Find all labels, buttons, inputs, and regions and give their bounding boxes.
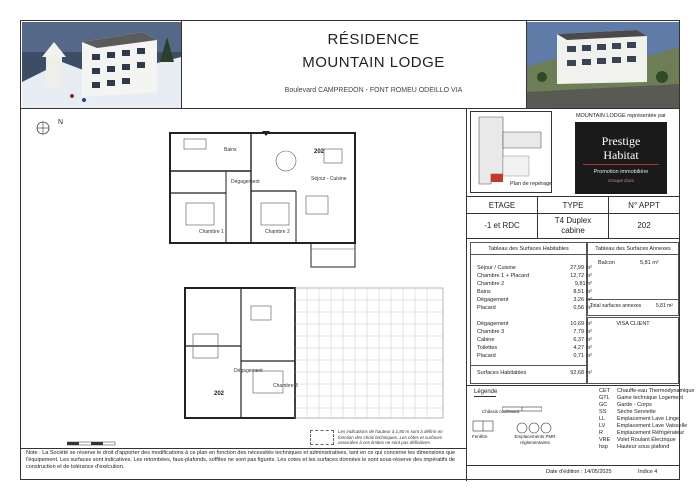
surface-row: Séjour / Cuisine 27,99 m² <box>477 265 592 271</box>
edition-date <box>546 469 612 475</box>
repere-label: Plan de repérage <box>510 181 553 187</box>
right-panel-divider <box>466 108 467 481</box>
address-line: Boulevard CAMPREDON - FONT ROMEU ODEILLO VIA <box>284 87 463 94</box>
appt-value: 202 <box>637 221 651 230</box>
room-label-degagement-upper: Dégagement <box>231 179 260 185</box>
building-photo-right <box>527 22 679 108</box>
visa-client-label: VISA CLIENT <box>616 321 650 327</box>
surface-row: Bains 8,51 m² <box>477 289 592 295</box>
surface-row: Dégagement 10,69 m² <box>477 321 592 327</box>
annexes-total-label: Total surfaces annexes <box>590 303 642 309</box>
sliding-window-icon <box>502 399 542 417</box>
balcon-value: 5,81 m² <box>640 260 659 266</box>
surfaces-title: Tableau des Surfaces Habitables <box>488 246 569 252</box>
legend-code-row: R Emplacement Réfrigérateur <box>599 430 685 436</box>
room-label-chambre3: Chambre 3 <box>273 383 298 389</box>
legend-pmr: Emplacements PMR réglementaires <box>514 434 556 445</box>
unit-label-lower: 202 <box>214 391 225 397</box>
annexes-total-value: 5,81 m² <box>656 303 673 309</box>
col-header-type: TYPE <box>562 201 584 210</box>
agency-logo <box>575 122 667 194</box>
room-label-sejour: Séjour - Cuisine <box>311 176 347 182</box>
legend-code-row: LL Emplacement Lave Linge <box>599 416 680 422</box>
compass-icon <box>35 119 57 142</box>
floor-plan-upper <box>166 131 366 286</box>
residence-title: RÉSIDENCE <box>327 31 420 48</box>
legend-code-row: hsp Hauteur sous plafond <box>599 444 670 450</box>
agency-name-line2: Habitat <box>603 148 639 162</box>
surface-row: Chambre 1 + Placard 12,72 m² <box>477 273 592 279</box>
col-header-appt: N° APPT <box>628 201 660 210</box>
room-label-bains: Bains <box>224 147 237 153</box>
plan-sheet <box>20 20 695 480</box>
building-photo-left <box>22 22 181 108</box>
legend-code-row: GTL Gaine technique Logement <box>599 395 684 401</box>
legend-title: Légende <box>474 389 498 395</box>
legend-code-row: LV Emplacement Lave Vaisselle <box>599 423 688 429</box>
residence-name: MOUNTAIN LODGE <box>302 54 445 71</box>
header-divider <box>21 108 679 109</box>
north-label: N <box>58 119 64 126</box>
header-left-divider <box>181 21 182 108</box>
col-header-etage: ETAGE <box>488 201 516 210</box>
room-label-degagement-lower: Dégagement <box>234 368 263 374</box>
visa-client-box <box>587 317 679 384</box>
legend-code-row: SS Sèche Serviette <box>599 409 656 415</box>
height-note: Les indications de hauteur à 1,80 m sont à définir en fonction des choix techniques. Les côtes et surfaces associées à ces limites ne sont pas définitives. <box>338 429 443 445</box>
agency-tagline: Promotion immobilière <box>593 169 649 175</box>
legend-code-row: VRE Volet Roulant Électrique <box>599 437 676 443</box>
date-label: Date d'édition : <box>546 469 583 475</box>
surface-row: Chambre 3 7,79 m² <box>477 329 592 335</box>
surface-row: Toilettes 4,27 m² <box>477 345 592 351</box>
floor-plan-lower <box>181 286 446 441</box>
legend-fenetre: Fenêtre <box>472 434 488 439</box>
index-label: Indice 4 <box>638 469 658 475</box>
agency-subtag: Groupe Duro <box>607 178 634 183</box>
legend-code-row: CET Chauffe-eau Thermodynamique <box>599 388 695 394</box>
surface-row: Dégagement 3,26 m² <box>477 297 592 303</box>
height-note-swatch <box>310 430 334 445</box>
legend-code-row: GC Garde - Corps <box>599 402 652 408</box>
room-label-chambre1: Chambre 1 <box>199 229 224 235</box>
annexes-table <box>587 242 679 316</box>
surface-row: Cabine 6,37 m² <box>477 337 592 343</box>
room-label-chambre2: Chambre 2 <box>265 229 290 235</box>
legend-chassis: Châssis coulissant <box>482 409 520 414</box>
surface-row: Placard 0,71 m² <box>477 353 592 359</box>
surface-row: Chambre 2 9,81m² <box>477 281 592 287</box>
date-value: 14/05/2025 <box>584 469 612 475</box>
unit-label-upper: 202 <box>314 149 325 155</box>
agency-name-line1: Prestige <box>601 134 641 148</box>
type-value: T4 Duplex cabine <box>554 216 592 235</box>
agency-represented: MOUNTAIN LODGE représentée par <box>575 113 667 119</box>
surface-row: Placard 0,56 m² <box>477 305 592 311</box>
legal-note: Note : La Société se réserve le droit d'apporter des modifications à ce plan en fonction des nécessités techniques et administratives, tant en ce qui concerne les dimensions que l'équipement. Les surfaces sont indicatives. Les retombées, faux-plafonds, soffites ne sont pas figurés. Les cotes et les surfaces données le sont sous-réserve des impératifs de construction et de tolérance d'exécution. <box>26 450 456 470</box>
balcon-label: Balcon <box>598 260 615 266</box>
surfaces-total-row: Surfaces Habitables 92,68 m² <box>477 370 592 376</box>
surfaces-table <box>470 242 592 384</box>
footer-divider <box>21 448 466 449</box>
etage-value: -1 et RDC <box>484 221 520 230</box>
annexes-title: Tableau des Surfaces Annexes <box>595 246 671 252</box>
